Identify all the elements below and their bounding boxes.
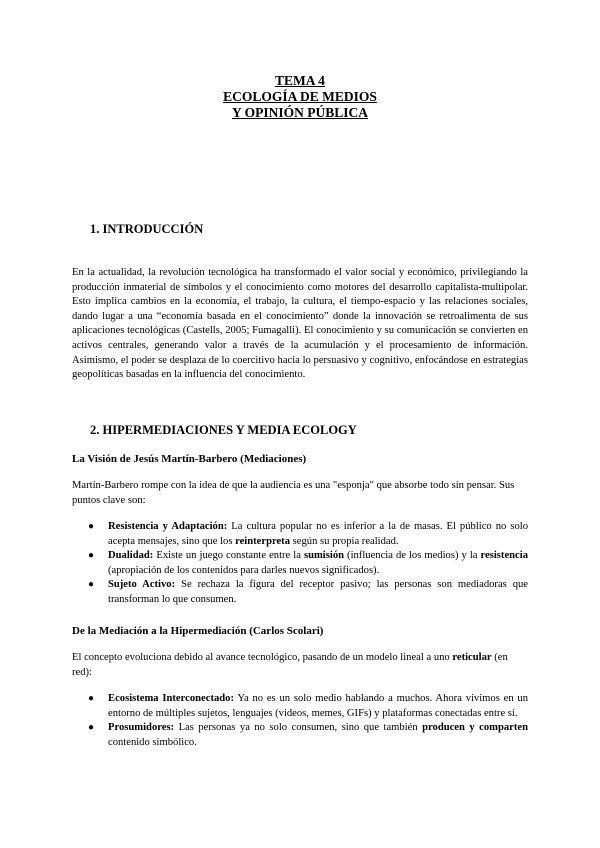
bullet-icon: ● [88,550,95,562]
bullet-term: Ecosistema Interconectado: [108,693,234,704]
title-line-1: TEMA 4 [275,73,325,88]
intro-strong: reticular [452,652,492,663]
title-line-3: Y OPINIÓN PÚBLICA [231,105,368,120]
title-block [0,73,600,121]
list-item [72,578,528,607]
bullet-icon: ● [88,521,95,532]
bullet-term: Resistencia y Adaptación: [108,521,228,532]
intro-text: El concepto evoluciona debido al avance tecnológico, pasando de un modelo lineal a uno [72,652,453,663]
list-item [72,721,528,750]
bullet-icon: ● [88,579,95,591]
bullet-strong: producen y comparten [422,722,528,734]
bullet-text: (apropiación de los contenidos para darles nuevos significados). [108,564,380,576]
subsection-2-bullets [72,692,528,750]
subsection-2-intro [72,651,528,680]
bullet-text: Ya no es un solo medio hablando a muchos. Ahora vivimos en un entorno de múltiples sujetos, lenguajes (videos, memes, GIFs) y plataformas conectadas entre sí. [108,693,528,719]
subsection-1-bullets [72,520,528,608]
list-item [72,692,528,721]
bullet-term: Dualidad: [108,550,154,562]
bullet-term: Sujeto Activo: [108,579,176,591]
bullet-icon: ● [88,693,95,704]
subsection-2-heading: De la Mediación a la Hipermediación (Carlos Scolari) [72,625,324,637]
bullet-text: (influencia de los medios) y la [344,550,481,562]
section-2-heading: 2. HIPERMEDIACIONES Y MEDIA ECOLOGY [90,423,357,437]
section-1-paragraph: En la actualidad, la revolución tecnológica ha transformado el valor social y económico, privilegiando la producción inmaterial de símbolos y el conocimiento como motores del desarrollo capitalista-multipolar. Esto implica cambios en la economía, el trabajo, la cultura, el tiempo-espacio y las relaciones sociales, dando lugar a una “economía basada en el conocimiento” donde la innovación se retroalimenta de sus aplicaciones tecnológicas (Castells, 2005; Fumagalli). El conocimiento y su comunicación se convierten en activos centrales, generando valor a través de la acumulación y el procesamiento de información. Asimismo, el poder se desplaza de lo coercitivo hacia lo persuasivo y cognitivo, enfocándose en estrategias geopolíticas basadas en la influencia del conocimiento. [72,267,528,381]
subsection-1-intro: Martín-Barbero rompe con la idea de que la audiencia es una "esponja" que absorbe todo sin pensar. Sus puntos clave son: [72,480,515,506]
bullet-strong: reinterpreta [235,535,291,547]
bullet-text: Existe un juego constante entre la [153,550,304,562]
bullet-text: según su propia realidad. [290,535,399,547]
section-1-heading: 1. INTRODUCCIÓN [90,222,204,236]
bullet-text: La cultura popular no es inferior a la de masas. El público no solo acepta mensajes, sino que los [108,521,528,547]
title-line-2: ECOLOGÍA DE MEDIOS [223,89,377,104]
bullet-text: Las personas ya no solo consumen, sino que también [174,722,423,734]
bullet-text: Se rechaza la figura del receptor pasivo; las personas son mediadoras que transforman lo que consumen. [108,579,528,605]
bullet-strong: sumisión [303,550,345,562]
list-item [72,549,528,578]
bullet-icon: ● [88,722,95,734]
intro-text: (en red): [72,652,508,678]
bullet-text: contenido simbólico. [108,736,197,748]
list-item [72,520,528,549]
bullet-strong: resistencia [480,550,528,562]
bullet-term: Prosumidores: [108,722,175,734]
subsection-1-heading: La Visión de Jesús Martín-Barbero (Mediaciones) [72,453,307,465]
